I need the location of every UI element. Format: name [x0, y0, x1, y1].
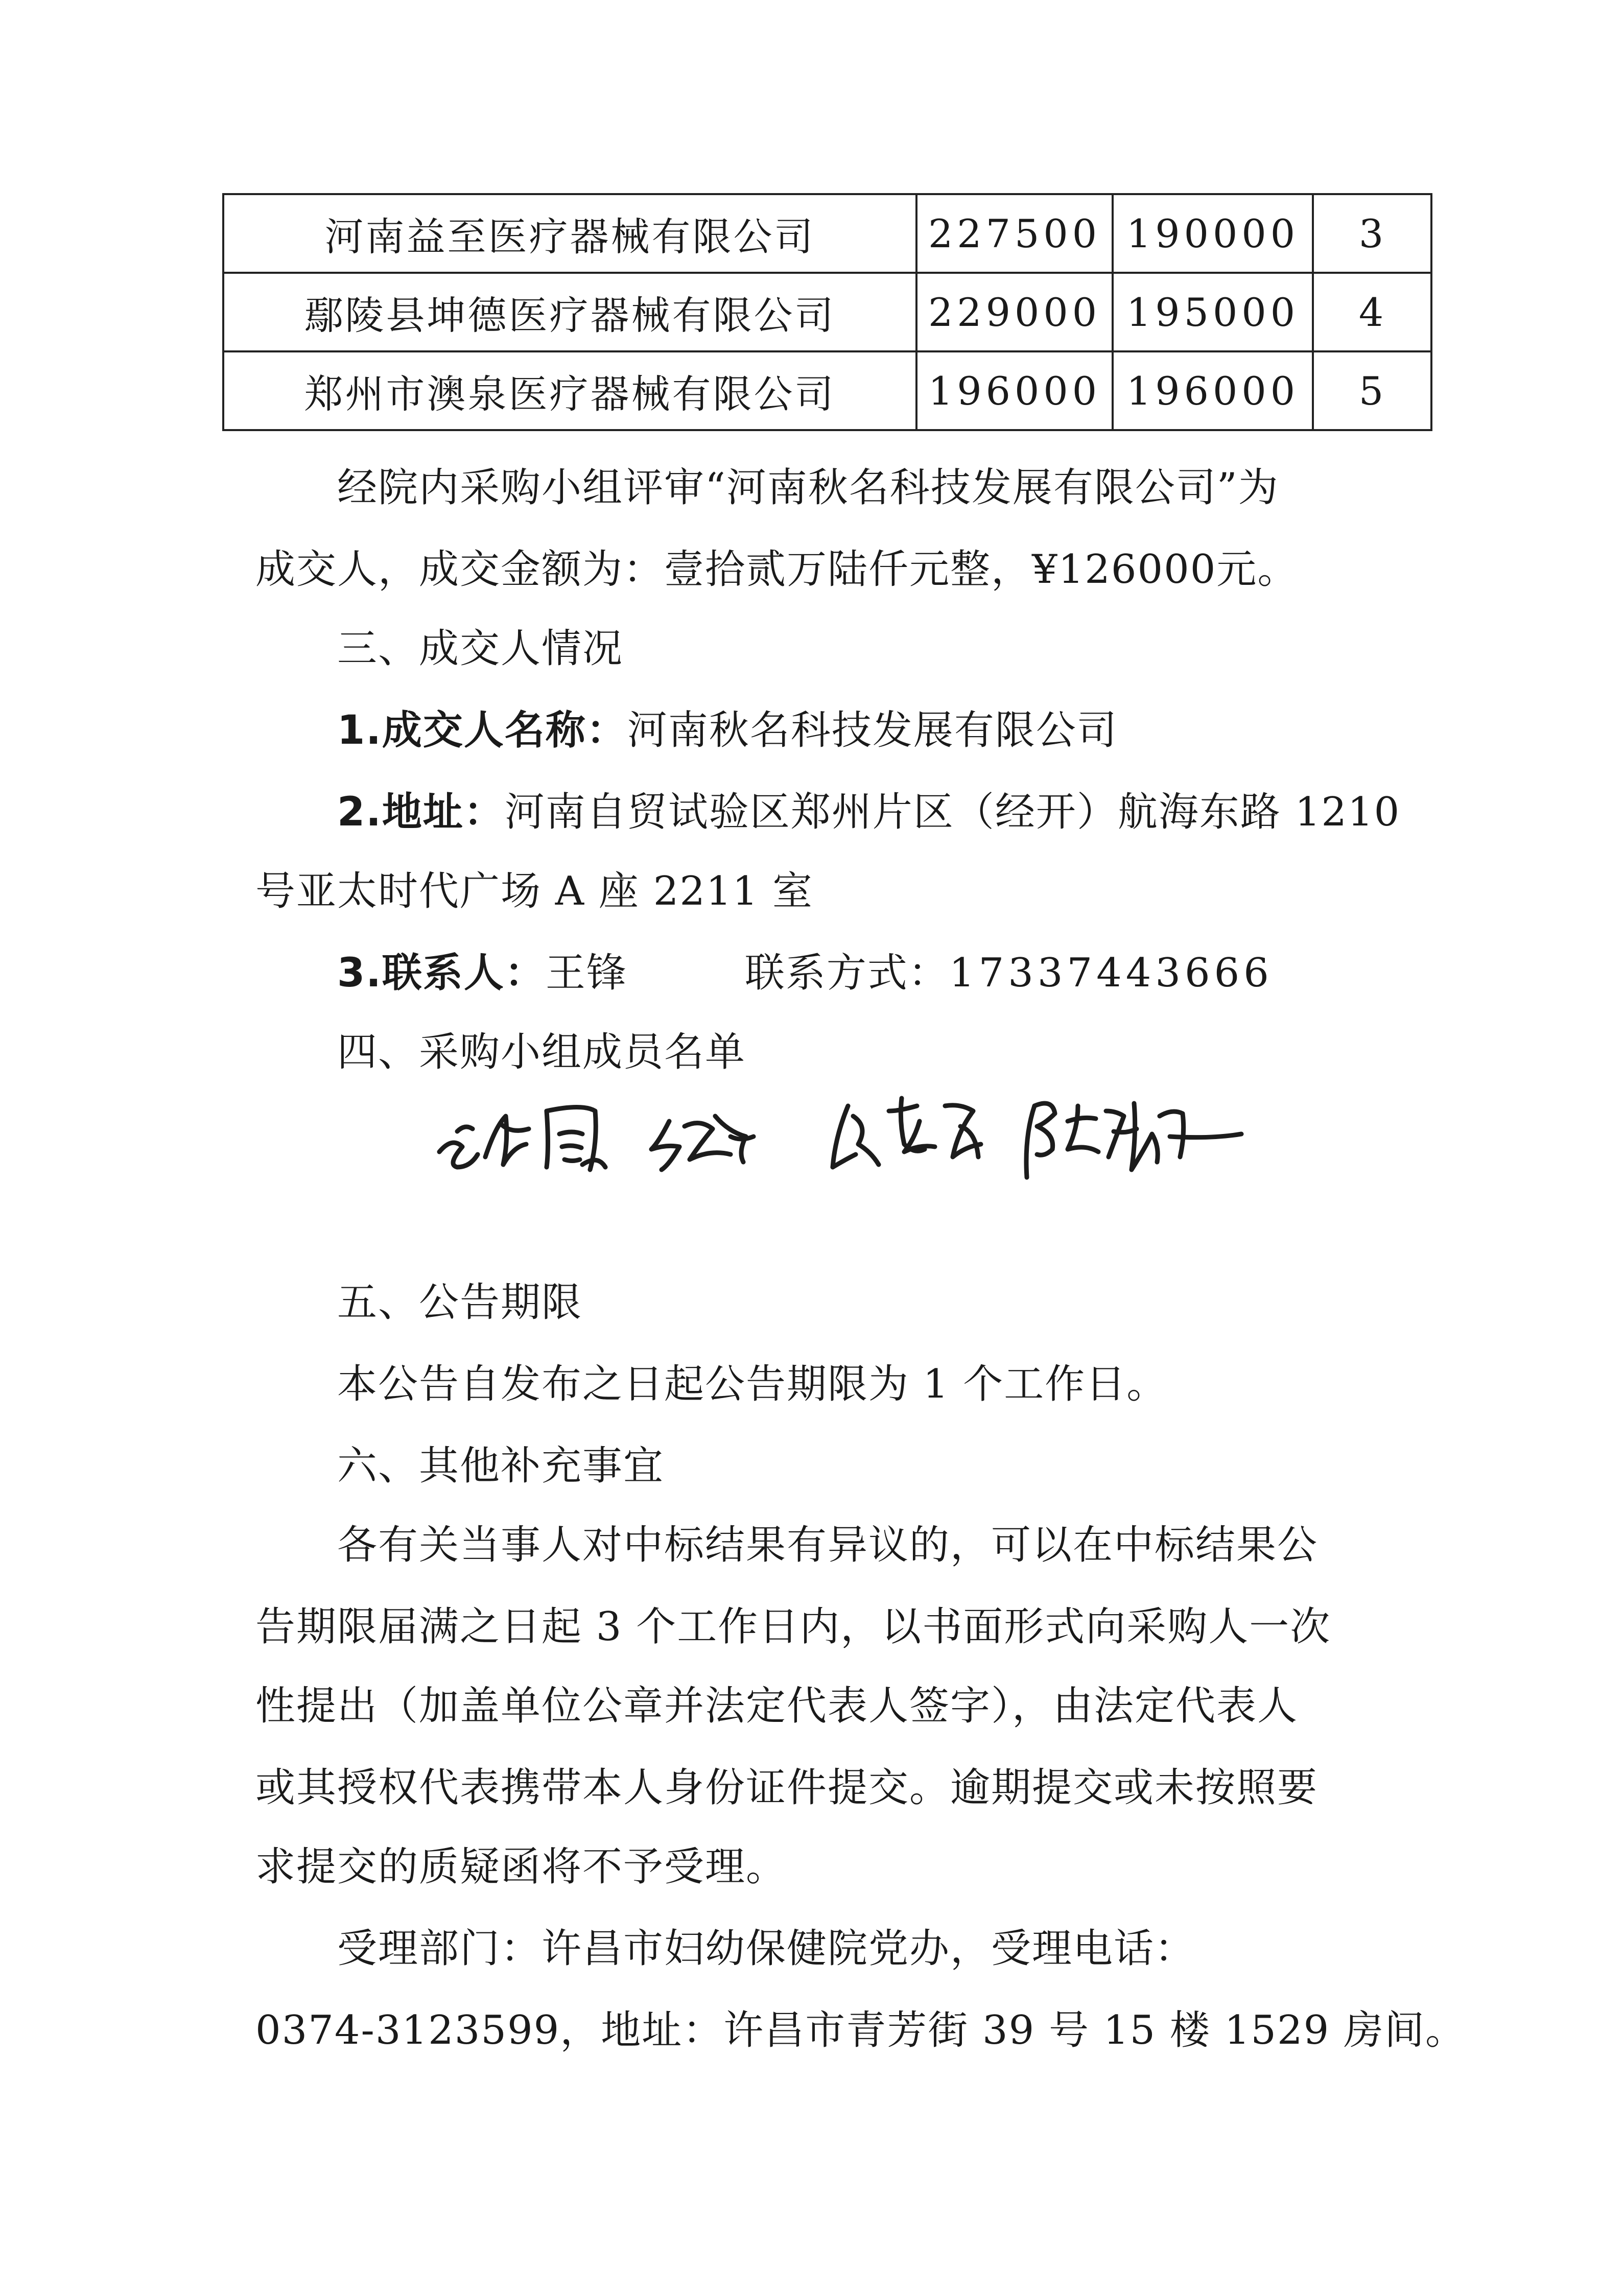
final-quote-cell: 195000	[1113, 273, 1313, 351]
winner-address-label: 2.地址：	[337, 789, 505, 835]
section-3-heading: 三、成交人情况	[337, 626, 624, 672]
acceptance-text-line-1: 受理部门：许昌市妇幼保健院党办，受理电话：	[337, 1926, 1196, 1972]
contact-person-value: 王锋	[545, 950, 627, 996]
winner-contact-row	[337, 948, 1273, 999]
supplement-text-line: 性提出（加盖单位公章并法定代表人签字），由法定代表人	[255, 1683, 1299, 1729]
rank-cell: 4	[1313, 273, 1431, 351]
final-quote-cell: 190000	[1113, 194, 1313, 273]
signature-3	[651, 1116, 754, 1170]
first-quote-cell: 196000	[916, 351, 1113, 430]
company-name-cell: 郑州市澳泉医疗器械有限公司	[223, 351, 916, 430]
company-name-cell: 鄢陵县坤德医疗器械有限公司	[223, 273, 916, 351]
signature-row	[429, 1075, 1441, 1208]
supplement-text-line: 或其授权代表携带本人身份证件提交。逾期提交或未按照要	[255, 1765, 1319, 1811]
result-text-line-1: 经院内采购小组评审“河南秋名科技发展有限公司”为	[337, 465, 1279, 511]
winner-address-continuation: 号亚太时代广场 A 座 2211 室	[255, 868, 814, 914]
table-row	[223, 351, 1431, 430]
section-6-heading: 六、其他补充事宜	[337, 1443, 665, 1489]
result-text-line-2: 成交人，成交金额为：壹拾贰万陆仟元整，¥126000元。	[255, 547, 1299, 593]
section-5-heading: 五、公告期限	[337, 1280, 583, 1326]
section-4-heading: 四、采购小组成员名单	[337, 1029, 746, 1075]
signature-1	[439, 1116, 529, 1167]
company-name-cell: 河南益至医疗器械有限公司	[223, 194, 916, 273]
acceptance-text-line-2: 0374-3123599，地址：许昌市青芳街 39 号 15 楼 1529 房间。	[255, 2007, 1467, 2053]
signature-5	[1026, 1103, 1241, 1177]
winner-name-value: 河南秋名科技发展有限公司	[627, 707, 1118, 753]
first-quote-cell: 229000	[916, 273, 1113, 351]
signature-4	[833, 1098, 981, 1167]
contact-person-label: 3.联系人：	[337, 950, 546, 996]
winner-name-row	[337, 705, 1118, 756]
table-row	[223, 273, 1431, 351]
supplement-text-line: 求提交的质疑函将不予受理。	[255, 1844, 787, 1890]
supplement-text-line: 告期限届满之日起 3 个工作日内，以书面形式向采购人一次	[255, 1604, 1331, 1650]
supplement-text-line: 各有关当事人对中标结果有异议的，可以在中标结果公	[337, 1522, 1319, 1568]
bid-results-table	[222, 193, 1432, 431]
first-quote-cell: 227500	[916, 194, 1113, 273]
signature-2	[547, 1107, 605, 1170]
phone-label: 联系方式：	[744, 950, 949, 996]
announcement-period-text: 本公告自发布之日起公告期限为 1 个工作日。	[337, 1361, 1168, 1407]
winner-address-value: 河南自贸试验区郑州片区（经开）航海东路 1210	[504, 789, 1401, 835]
final-quote-cell: 196000	[1113, 351, 1313, 430]
handwritten-signatures	[429, 1075, 1441, 1208]
winner-address-row	[337, 787, 1400, 838]
winner-name-label: 1.成交人名称：	[337, 707, 627, 753]
table-row	[223, 194, 1431, 273]
phone-value: 17337443666	[949, 950, 1273, 996]
rank-cell: 5	[1313, 351, 1431, 430]
rank-cell: 3	[1313, 194, 1431, 273]
